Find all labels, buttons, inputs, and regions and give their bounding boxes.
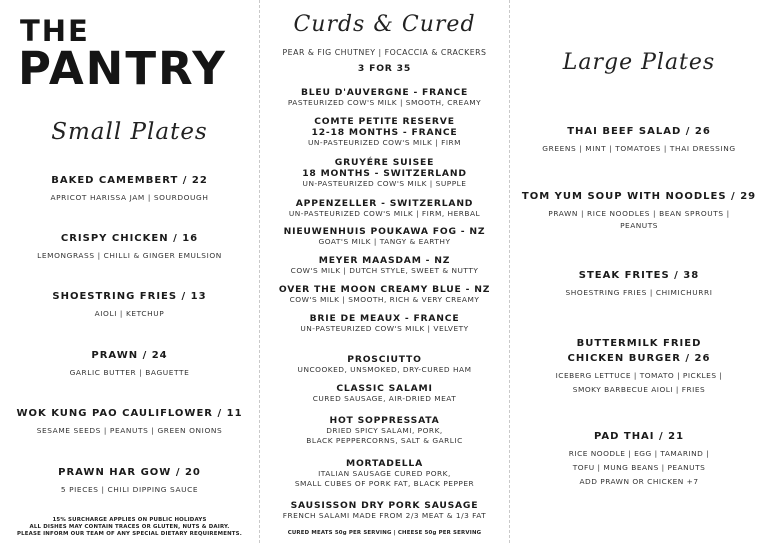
item-description-line-2: TOFU | MUNG BEANS | PEANUTS — [572, 463, 706, 472]
meat-name: SAUSISSON DRY PORK SAUSAGE — [290, 500, 479, 511]
curds-heading: Curds & Cured — [293, 12, 476, 37]
cheese-description: GOAT'S MILK | TANGY & EARTHY — [318, 237, 451, 246]
cheese-item — [260, 313, 509, 334]
item-name-line-2: CHICKEN BURGER / 26 — [567, 353, 711, 364]
item-description: GREENS | MINT | TOMATOES | THAI DRESSING — [542, 144, 736, 153]
cheese-description: COW'S MILK | SMOOTH, RICH & VERY CREAMY — [289, 295, 480, 304]
menu-item — [0, 467, 259, 496]
meat-name: MORTADELLA — [346, 458, 423, 469]
brand-line-1: THE — [20, 14, 90, 48]
meat-description: UNCOOKED, UNSMOKED, DRY-CURED HAM — [297, 365, 472, 374]
meat-description: ITALIAN SAUSAGE CURED PORK, — [318, 469, 451, 478]
cheese-description: UN-PASTEURIZED COW'S MILK | FIRM, HERBAL — [288, 209, 481, 218]
meat-description: FRENCH SALAMI MADE FROM 2/3 MEAT & 1/3 FAT — [282, 511, 487, 520]
footer-line: 15% SURCHARGE APPLIES ON PUBLIC HOLIDAYS — [52, 517, 207, 523]
cheese-description: UN-PASTEURIZED COW'S MILK | VELVETY — [300, 324, 469, 333]
item-name: CRISPY CHICKEN / 16 — [60, 233, 199, 244]
cheese-description: COW'S MILK | DUTCH STYLE, SWEET & NUTTY — [290, 266, 479, 275]
menu-item — [0, 350, 259, 379]
item-description: SHOESTRING FRIES | CHIMICHURRI — [565, 288, 713, 297]
item-name: PAD THAI / 21 — [593, 431, 685, 442]
item-description: ICEBERG LETTUCE | TOMATO | PICKLES | — [555, 371, 723, 380]
cheese-name: BLEU D'AUVERGNE - FRANCE — [300, 87, 469, 98]
item-name: BAKED CAMEMBERT / 22 — [51, 175, 208, 186]
menu-item — [0, 233, 259, 262]
item-name: TOM YUM SOUP WITH NOODLES / 29 — [521, 191, 757, 202]
menu-item — [510, 431, 768, 489]
meat-description: DRIED SPICY SALAMI, PORK, — [326, 426, 443, 435]
cheese-item — [260, 116, 509, 148]
meat-item — [260, 500, 509, 521]
cheese-description: UN-PASTEURIZED COW'S MILK | FIRM — [307, 138, 462, 147]
meat-item — [260, 354, 509, 375]
item-name: BUTTERMILK FRIED — [576, 338, 702, 349]
menu-item — [0, 291, 259, 320]
small-plates-heading: Small Plates — [51, 119, 208, 145]
cheese-name: BRIE DE MEAUX - FRANCE — [309, 313, 460, 324]
curds-footer: CURED MEATS 50g PER SERVING | CHEESE 50g PER SERVING — [287, 530, 482, 536]
menu-item — [0, 175, 259, 204]
item-description: APRICOT HARISSA JAM | SOURDOUGH — [50, 193, 209, 202]
menu-item — [0, 408, 259, 437]
cheese-name: OVER THE MOON CREAMY BLUE - NZ — [278, 284, 491, 295]
item-name: SHOESTRING FRIES / 13 — [52, 291, 207, 302]
item-description-line-2: SMOKY BARBECUE AIOLI | FRIES — [572, 385, 706, 394]
cheese-description: UN-PASTEURIZED COW'S MILK | SUPPLE — [302, 179, 467, 188]
cheese-name-line-2: 18 MONTHS - SWITZERLAND — [302, 168, 467, 179]
item-name: PRAWN HAR GOW / 20 — [58, 467, 201, 478]
cheese-item — [260, 157, 509, 189]
cheese-name: COMTE PETITE RESERVE — [314, 116, 455, 127]
menu-item — [510, 270, 768, 299]
item-description: PRAWN | RICE NOODLES | BEAN SPROUTS | — [548, 209, 730, 218]
item-description: LEMONGRASS | CHILLI & GINGER EMULSION — [37, 251, 222, 260]
meat-item — [260, 458, 509, 489]
curds-offer: 3 FOR 35 — [357, 63, 412, 74]
item-name: STEAK FRITES / 38 — [578, 270, 700, 281]
cheese-item — [260, 284, 509, 305]
item-description-line-2: PEANUTS — [620, 221, 658, 230]
menu-item — [510, 126, 768, 155]
item-name: WOK KUNG PAO CAULIFLOWER / 11 — [16, 408, 243, 419]
cheese-name: MEYER MAASDAM - NZ — [318, 255, 451, 266]
meat-description: CURED SAUSAGE, AIR-DRIED MEAT — [312, 394, 457, 403]
item-description: AIOLI | KETCHUP — [94, 309, 165, 318]
meat-description-line-2: SMALL CUBES OF PORK FAT, BLACK PEPPER — [294, 479, 475, 488]
cheese-name: GRUYÉRE SUISEE — [334, 157, 435, 168]
footer-line: ALL DISHES MAY CONTAIN TRACES OR GLUTEN, NUTS & DAIRY. — [29, 524, 230, 530]
cheese-item — [260, 255, 509, 276]
cheese-name: APPENZELLER - SWITZERLAND — [295, 198, 474, 209]
meat-name: PROSCIUTTO — [347, 354, 422, 365]
cheese-description: PASTEURIZED COW'S MILK | SMOOTH, CREAMY — [287, 98, 482, 107]
footer-line: PLEASE INFORM OUR TEAM OF ANY SPECIAL DIETARY REQUIREMENTS. — [16, 531, 242, 537]
brand-logo — [18, 14, 248, 95]
curds-accompaniments: PEAR & FIG CHUTNEY | FOCACCIA & CRACKERS — [282, 48, 487, 57]
menu-item — [510, 336, 768, 397]
brand-line-2: PANTRY — [18, 42, 227, 95]
item-description: 5 PIECES | CHILI DIPPING SAUCE — [60, 485, 199, 494]
menu-item — [510, 191, 768, 232]
meat-description-line-2: BLACK PEPPERCORNS, SALT & GARLIC — [306, 436, 463, 445]
item-name: THAI BEEF SALAD / 26 — [567, 126, 711, 137]
meat-item — [260, 415, 509, 446]
meat-name: CLASSIC SALAMI — [336, 383, 433, 394]
cheese-name: NIEUWENHUIS POUKAWA FOG - NZ — [283, 226, 486, 237]
meat-item — [260, 383, 509, 404]
cheese-name-line-2: 12-18 MONTHS - FRANCE — [311, 127, 458, 138]
small-plates-footer — [0, 517, 259, 538]
cheese-item — [260, 87, 509, 108]
item-description-line-3: ADD PRAWN OR CHICKEN +7 — [579, 477, 699, 486]
item-description: SESAME SEEDS | PEANUTS | GREEN ONIONS — [36, 426, 223, 435]
cheese-item — [260, 226, 509, 247]
item-description: GARLIC BUTTER | BAGUETTE — [69, 368, 190, 377]
large-plates-heading: Large Plates — [562, 50, 716, 75]
cheese-item — [260, 198, 509, 219]
item-name: PRAWN / 24 — [91, 350, 168, 361]
meat-name: HOT SOPPRESSATA — [329, 415, 440, 426]
item-description: RICE NOODLE | EGG | TAMARIND | — [568, 449, 710, 458]
